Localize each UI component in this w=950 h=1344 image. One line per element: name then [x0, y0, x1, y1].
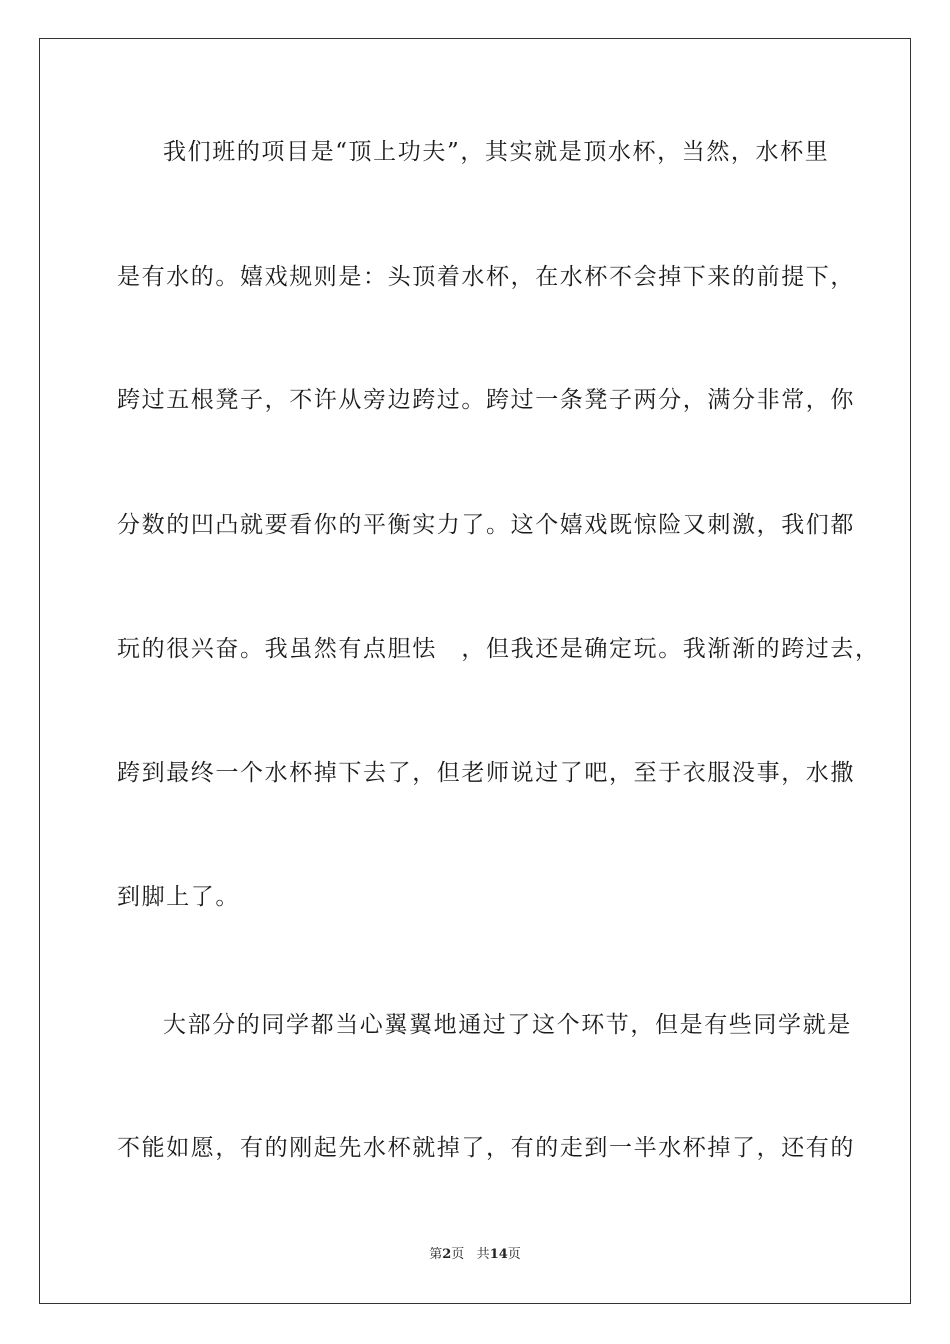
paragraph-1-line-6: 跨到最终一个水杯掉下去了，但老师说过了吧，至于衣服没事，水撒	[117, 760, 855, 786]
paragraph-2-line-2: 不能如愿，有的刚起先水杯就掉了，有的走到一半水杯掉了，还有的	[117, 1135, 855, 1161]
footer-total-prefix: 共	[476, 1247, 490, 1262]
footer-total-suffix: 页	[507, 1247, 521, 1262]
paragraph-1-line-3: 跨过五根凳子，不许从旁边跨过。跨过一条凳子两分，满分非常，你	[117, 387, 855, 413]
footer-total-pages: 14	[489, 1247, 508, 1262]
paragraph-2-line-1: 大部分的同学都当心翼翼地通过了这个环节，但是有些同学就是	[163, 1012, 852, 1038]
footer-page-prefix: 第	[429, 1247, 443, 1262]
page-footer	[0, 1246, 950, 1264]
paragraph-1-line-2: 是有水的。嬉戏规则是：头顶着水杯，在水杯不会掉下来的前提下，	[117, 264, 855, 290]
paragraph-1-line-4: 分数的凹凸就要看你的平衡实力了。这个嬉戏既惊险又刺激，我们都	[117, 512, 855, 538]
paragraph-1-line-1: 我们班的项目是“顶上功夫”，其实就是顶水杯，当然，水杯里	[163, 139, 830, 165]
footer-page-number: 2	[442, 1247, 452, 1262]
paragraph-1-line-5: 玩的很兴奋。我虽然有点胆怯 ，但我还是确定玩。我渐渐的跨过去，	[117, 636, 880, 662]
footer-page-suffix: 页	[451, 1247, 465, 1262]
page-border	[39, 38, 911, 1304]
paragraph-1-line-7: 到脚上了。	[117, 884, 240, 910]
